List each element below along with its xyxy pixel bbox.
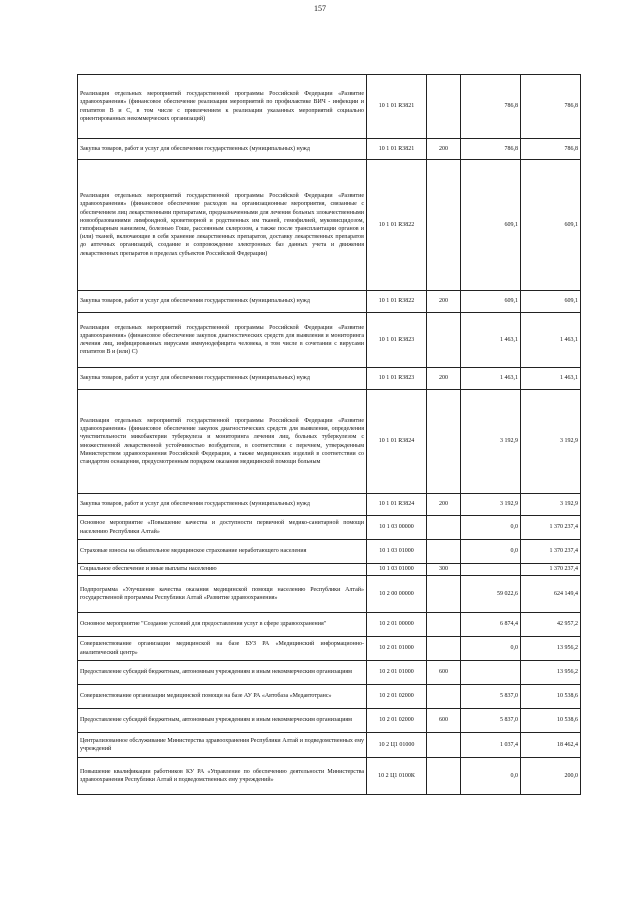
row-amount-1 [461, 564, 521, 576]
row-code: 10 1 01 R3821 [367, 75, 427, 139]
row-description: Закупка товаров, работ и услуг для обеспечения государственных (муниципальных) нужд [78, 494, 367, 516]
table-row [78, 564, 581, 576]
row-code: 10 2 Ц1 01000 [367, 733, 427, 758]
row-expense-type [427, 313, 461, 368]
row-code: 10 2 00 00000 [367, 576, 427, 613]
table-row [78, 758, 581, 795]
row-amount-2: 609,1 [521, 291, 581, 313]
page-number: 157 [314, 4, 326, 13]
row-description: Совершенствование организации медицинской помощи на базе АУ РА «Автобаза «Медавтотранс» [78, 685, 367, 709]
row-code: 10 1 01 R3824 [367, 390, 427, 494]
row-expense-type: 200 [427, 139, 461, 160]
row-amount-1: 5 837,0 [461, 709, 521, 733]
table-row [78, 139, 581, 160]
row-description: Реализация отдельных мероприятий государственной программы Российской Федерации «Развитие здравоохранения» (финансовое обеспечение закупок диагностических средств для выявления и мониторинга лечения лиц, инфицированных вирусами иммунодефицита человека, в том числе в сочетании с вирусами гепатитов В и (или) С) [78, 313, 367, 368]
row-amount-2: 3 192,9 [521, 494, 581, 516]
row-description: Основное мероприятие «Повышение качества и доступности первичной медико-санитарной помощи населению Республики Алтай» [78, 516, 367, 540]
row-amount-2: 786,8 [521, 139, 581, 160]
row-amount-1: 59 022,6 [461, 576, 521, 613]
row-code: 10 1 03 00000 [367, 516, 427, 540]
row-description: Реализация отдельных мероприятий государственной программы Российской Федерации «Развитие здравоохранения» (финансовое обеспечение реализации мероприятий по профилактике ВИЧ - инфекции и гепатитов В и С, в том числе с привлечением к реализации указанных мероприятий социально ориентированных некоммерческих организаций) [78, 75, 367, 139]
row-amount-2: 609,1 [521, 160, 581, 291]
row-amount-2: 10 538,6 [521, 709, 581, 733]
row-amount-1: 786,8 [461, 139, 521, 160]
row-expense-type: 200 [427, 494, 461, 516]
row-expense-type [427, 516, 461, 540]
row-expense-type: 200 [427, 368, 461, 390]
row-code: 10 2 Ц1 0100К [367, 758, 427, 795]
row-expense-type [427, 160, 461, 291]
row-code: 10 1 01 R3821 [367, 139, 427, 160]
row-description: Основное мероприятие "Создание условий для предоставления услуг в сфере здравоохранения" [78, 613, 367, 637]
row-expense-type [427, 685, 461, 709]
row-amount-1: 0,0 [461, 540, 521, 564]
row-amount-1: 0,0 [461, 637, 521, 661]
row-amount-2: 13 956,2 [521, 637, 581, 661]
row-code: 10 2 01 00000 [367, 613, 427, 637]
row-amount-1: 786,8 [461, 75, 521, 139]
row-expense-type [427, 576, 461, 613]
row-amount-2: 42 957,2 [521, 613, 581, 637]
row-code: 10 2 01 02000 [367, 709, 427, 733]
row-amount-1: 6 874,4 [461, 613, 521, 637]
table-row [78, 637, 581, 661]
table-row [78, 613, 581, 637]
row-description: Централизованное обслуживание Министерства здравоохранения Республики Алтай и подведомственных ему учреждений [78, 733, 367, 758]
row-amount-1: 3 192,9 [461, 390, 521, 494]
row-amount-2: 1 370 237,4 [521, 564, 581, 576]
row-code: 10 1 01 R3822 [367, 291, 427, 313]
row-amount-1: 5 837,0 [461, 685, 521, 709]
row-description: Закупка товаров, работ и услуг для обеспечения государственных (муниципальных) нужд [78, 139, 367, 160]
table-row [78, 516, 581, 540]
row-amount-1: 1 463,1 [461, 368, 521, 390]
row-amount-1: 609,1 [461, 291, 521, 313]
row-code: 10 1 03 01000 [367, 540, 427, 564]
table-row [78, 390, 581, 494]
row-expense-type: 600 [427, 709, 461, 733]
row-amount-1: 1 037,4 [461, 733, 521, 758]
row-description: Совершенствование организации медицинской на базе БУЗ РА «Медицинский информационно-аналитический центр» [78, 637, 367, 661]
row-expense-type: 200 [427, 291, 461, 313]
row-amount-2: 10 538,6 [521, 685, 581, 709]
row-description: Страховые взносы на обязательное медицинское страхование неработающего населения [78, 540, 367, 564]
row-amount-1 [461, 661, 521, 685]
table-row [78, 494, 581, 516]
row-description: Закупка товаров, работ и услуг для обеспечения государственных (муниципальных) нужд [78, 291, 367, 313]
row-description: Реализация отдельных мероприятий государственной программы Российской Федерации «Развитие здравоохранения» (финансовое обеспечение закупок диагностических средств для выявления, определения чувствительности микобактерии туберкулеза и мониторинга лечения лиц, больных туберкулезом с множественной лекарственной устойчивостью возбудителя, в соответствии с перечнем, утвержденным Министерством здравоохранения Российской Федерации, а также медицинских изделий в соответствии со стандартом оснащения, предусмотренным порядком оказания медицинской помощи больным [78, 390, 367, 494]
table-row [78, 733, 581, 758]
row-expense-type [427, 540, 461, 564]
row-amount-2: 18 462,4 [521, 733, 581, 758]
row-description: Закупка товаров, работ и услуг для обеспечения государственных (муниципальных) нужд [78, 368, 367, 390]
row-code: 10 2 01 01000 [367, 637, 427, 661]
row-amount-2: 624 149,4 [521, 576, 581, 613]
table-row [78, 368, 581, 390]
row-code: 10 2 01 01000 [367, 661, 427, 685]
row-amount-2: 1 370 237,4 [521, 540, 581, 564]
row-amount-1: 609,1 [461, 160, 521, 291]
row-expense-type: 300 [427, 564, 461, 576]
row-code: 10 2 01 02000 [367, 685, 427, 709]
row-code: 10 1 01 R3824 [367, 494, 427, 516]
row-amount-2: 13 956,2 [521, 661, 581, 685]
row-description: Социальное обеспечение и иные выплаты населению [78, 564, 367, 576]
row-code: 10 1 01 R3822 [367, 160, 427, 291]
row-expense-type [427, 733, 461, 758]
row-amount-2: 786,8 [521, 75, 581, 139]
table-row [78, 160, 581, 291]
row-description: Предоставление субсидий бюджетным, автономным учреждениям и иным некоммерческим организациям [78, 709, 367, 733]
row-amount-2: 1 463,1 [521, 313, 581, 368]
row-amount-2: 1 463,1 [521, 368, 581, 390]
table-row [78, 313, 581, 368]
row-expense-type [427, 75, 461, 139]
row-code: 10 1 01 R3823 [367, 313, 427, 368]
row-code: 10 1 01 R3823 [367, 368, 427, 390]
budget-table [77, 74, 581, 795]
row-amount-2: 1 370 237,4 [521, 516, 581, 540]
row-amount-1: 0,0 [461, 516, 521, 540]
row-description: Реализация отдельных мероприятий государственной программы Российской Федерации «Развитие здравоохранения» (финансовое обеспечение расходов на организационные мероприятия, связанные с обеспечением лиц лекарственными препаратами, предназначенными для лечения больных злокачественными новообразованиями лимфоидной, кроветворной и родственных им тканей, гемофилией, муковисцидозом, гипофизарным нанизмом, болезнью Гоше, рассеянным склерозом, а также после трансплантации органов и (или) тканей, включающие в себя хранение лекарственных препаратов, доставку лекарственных препаратов до аптечных организаций, создание и сопровождение электронных баз данных учета и движения лекарственных препаратов в пределах субъектов Российской Федерации) [78, 160, 367, 291]
row-amount-2: 3 192,9 [521, 390, 581, 494]
row-expense-type: 600 [427, 661, 461, 685]
row-amount-1: 3 192,9 [461, 494, 521, 516]
table-row [78, 661, 581, 685]
row-description: Подпрограмма «Улучшение качества оказания медицинской помощи населению Республики Алтай» государственной программы Республики Алтай «Развитие здравоохранения» [78, 576, 367, 613]
table-row [78, 291, 581, 313]
table-row [78, 685, 581, 709]
row-description: Повышение квалификации работников КУ РА «Управление по обеспечению деятельности Министерства здравоохранения Республики Алтай и подведомственных ему учреждений» [78, 758, 367, 795]
table-row [78, 540, 581, 564]
row-code: 10 1 03 01000 [367, 564, 427, 576]
row-expense-type [427, 613, 461, 637]
row-expense-type [427, 637, 461, 661]
row-amount-1: 1 463,1 [461, 313, 521, 368]
table-row [78, 576, 581, 613]
row-amount-1: 0,0 [461, 758, 521, 795]
row-expense-type [427, 758, 461, 795]
row-amount-2: 200,0 [521, 758, 581, 795]
table-row [78, 75, 581, 139]
row-description: Предоставление субсидий бюджетным, автономным учреждениям и иным некоммерческим организациям [78, 661, 367, 685]
table-row [78, 709, 581, 733]
row-expense-type [427, 390, 461, 494]
